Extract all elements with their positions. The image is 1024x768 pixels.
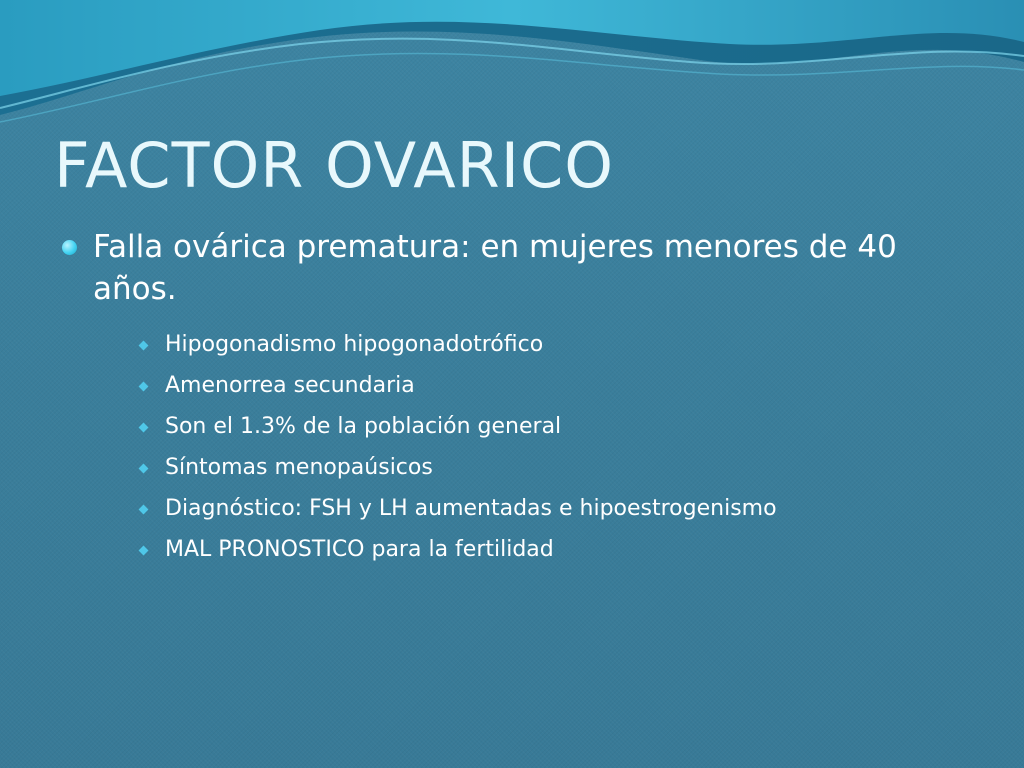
round-bullet-icon: [62, 240, 77, 255]
sub-bullet-item: [60, 406, 980, 447]
sub-bullet-text: Síntomas menopaúsicos: [165, 455, 433, 480]
slide-content: [60, 226, 980, 570]
sub-bullet-list: [60, 324, 980, 570]
sub-bullet-item: [60, 365, 980, 406]
wave-decoration: [0, 0, 1024, 130]
diamond-bullet-icon: [139, 546, 149, 556]
sub-bullet-text: Amenorrea secundaria: [165, 373, 415, 398]
sub-bullet-text: MAL PRONOSTICO para la fertilidad: [165, 537, 554, 562]
sub-bullet-text: Hipogonadismo hipogonadotrófico: [165, 332, 544, 357]
main-bullet-text: Falla ovárica prematura: en mujeres menores de 40 años.: [93, 229, 897, 307]
diamond-bullet-icon: [139, 464, 149, 474]
main-bullet: [60, 226, 980, 310]
diamond-bullet-icon: [139, 505, 149, 515]
sub-bullet-item: [60, 447, 980, 488]
sub-bullet-text: Son el 1.3% de la población general: [165, 414, 562, 439]
sub-bullet-text: Diagnóstico: FSH y LH aumentadas e hipoestrogenismo: [165, 496, 777, 521]
sub-bullet-item: [60, 529, 980, 570]
diamond-bullet-icon: [139, 341, 149, 351]
sub-bullet-item: [60, 488, 980, 529]
diamond-bullet-icon: [139, 382, 149, 392]
sub-bullet-item: [60, 324, 980, 365]
slide-title: FACTOR OVARICO: [54, 129, 615, 202]
diamond-bullet-icon: [139, 423, 149, 433]
